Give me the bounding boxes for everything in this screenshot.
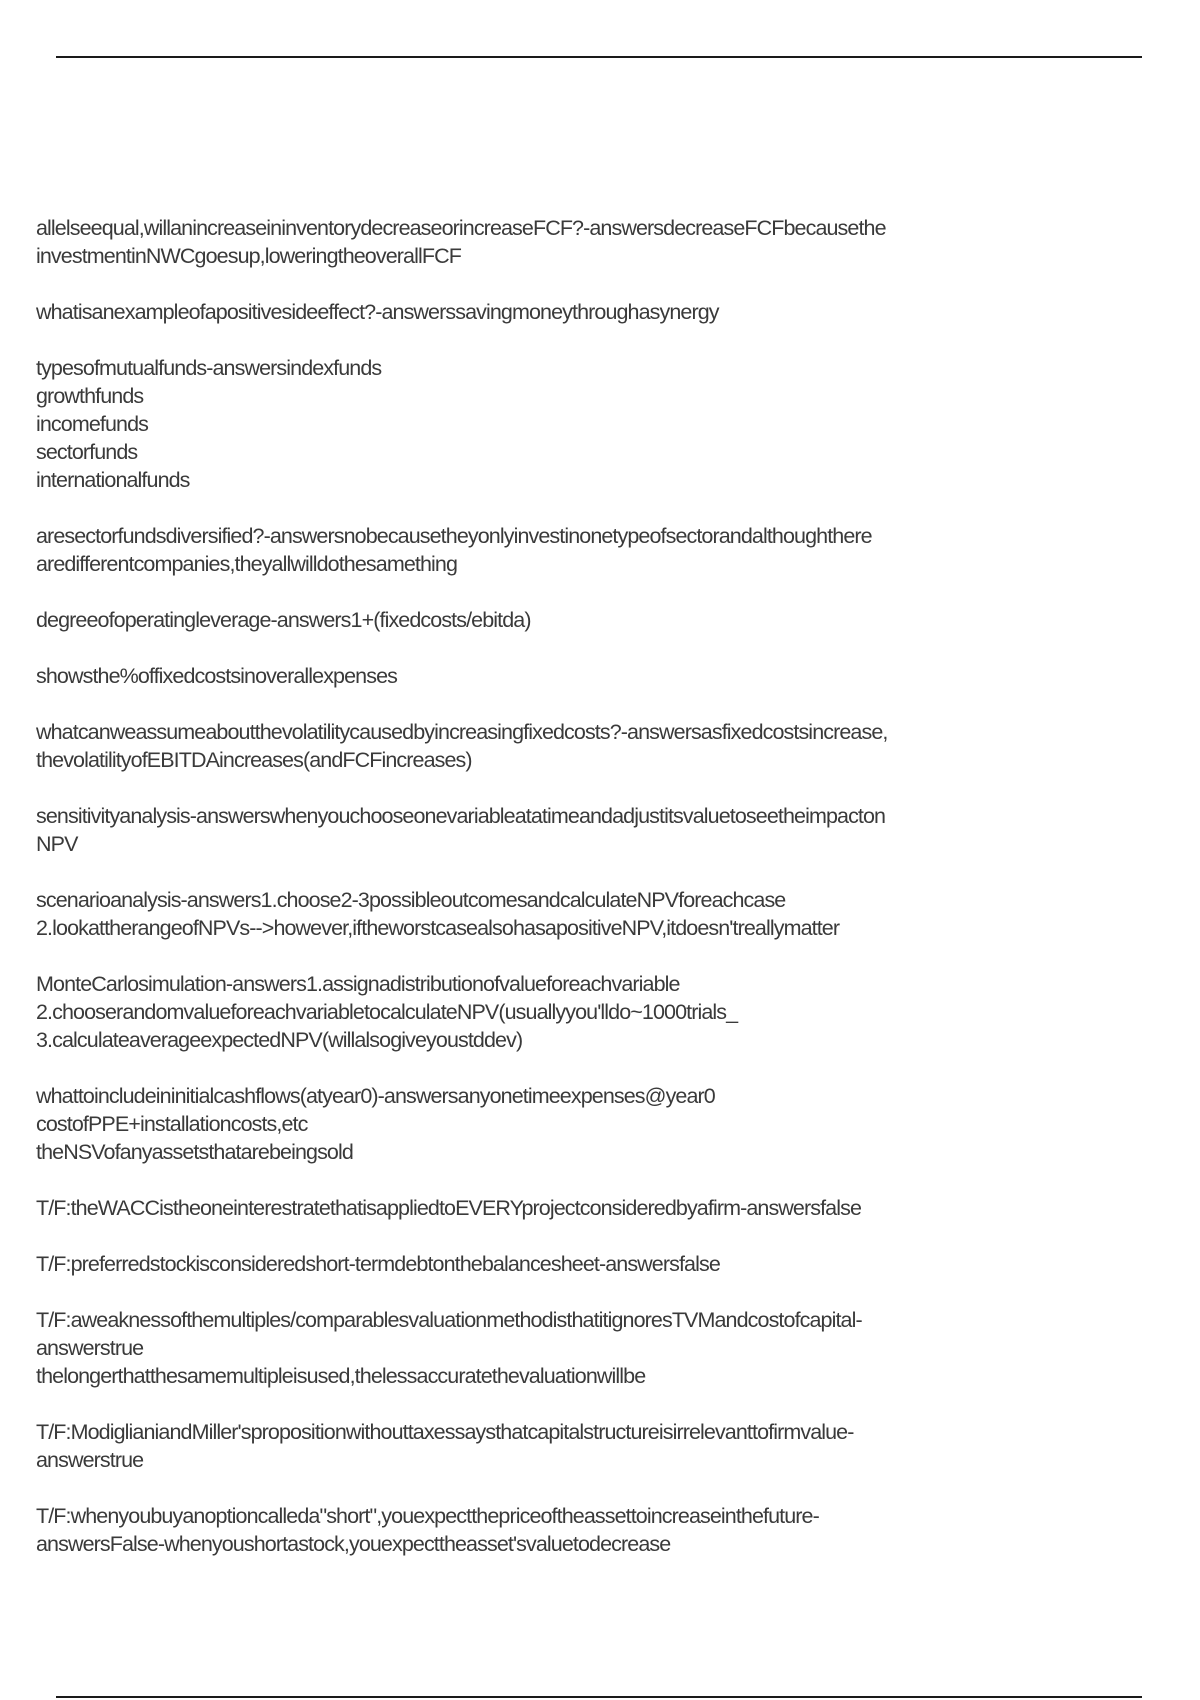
qa-entry (36, 1194, 1156, 1222)
qa-entry (36, 1306, 1156, 1390)
text-line: growthfunds (36, 384, 144, 408)
text-line: whatisanexampleofapositivesideeffect?-answerssavingmoneythroughasynergy (36, 300, 719, 324)
text-line: sectorfunds (36, 440, 138, 464)
text-line: 2.lookattherangeofNPVs-->however,iftheworstcasealsohasapositiveNPV,itdoesn'treallymatter (36, 916, 840, 940)
qa-entry (36, 970, 1156, 1054)
text-line: aredifferentcompanies,theyallwilldothesamething (36, 552, 458, 576)
text-line: T/F:preferredstockisconsideredshort-termdebtonthebalancesheet-answersfalse (36, 1252, 720, 1276)
text-line: thelongerthatthesamemultipleisused,thelessaccuratethevaluationwillbe (36, 1364, 646, 1388)
text-line: investmentinNWCgoesup,loweringtheoverallFCF (36, 244, 461, 268)
text-line: costofPPE+installationcosts,etc (36, 1112, 308, 1136)
text-line: 2.chooserandomvalueforeachvariabletocalculateNPV(usuallyyou'lldo~1000trials_ (36, 1000, 738, 1024)
qa-entry (36, 1418, 1156, 1474)
qa-entry (36, 522, 1156, 578)
qa-entry (36, 1502, 1156, 1558)
text-line: MonteCarlosimulation-answers1.assignadistributionofvalueforeachvariable (36, 972, 680, 996)
text-line: thevolatilityofEBITDAincreases(andFCFincreases) (36, 748, 472, 772)
text-line: internationalfunds (36, 468, 190, 492)
qa-entry (36, 214, 1156, 270)
qa-entry (36, 298, 1156, 326)
text-line: 3.calculateaverageexpectedNPV(willalsogiveyoustddev) (36, 1028, 523, 1052)
qa-entry (36, 1250, 1156, 1278)
text-line: T/F:aweaknessofthemultiples/comparablesvaluationmethodisthatitignoresTVMandcostofcapital- (36, 1308, 862, 1332)
text-line: answerstrue (36, 1336, 144, 1360)
text-line: allelseequal,willanincreaseininventorydecreaseorincreaseFCF?-answersdecreaseFCFbecausethe (36, 216, 886, 240)
text-line: aresectorfundsdiversified?-answersnobecausetheyonlyinvestinonetypeofsectorandalthoughthere (36, 524, 872, 548)
bottom-rule (56, 1696, 1142, 1698)
text-line: incomefunds (36, 412, 149, 436)
text-line: typesofmutualfunds-answersindexfunds (36, 356, 382, 380)
text-line: sensitivityanalysis-answerswhenyouchooseonevariableatatimeandadjustitsvaluetoseetheimpacton (36, 804, 886, 828)
text-line: T/F:theWACCistheoneinterestratethatisappliedtoEVERYprojectconsideredbyafirm-answersfalse (36, 1196, 862, 1220)
top-rule (56, 56, 1142, 58)
qa-entry (36, 802, 1156, 858)
document-body (36, 214, 1156, 1586)
text-line: T/F:whenyoubuyanoptioncalleda"short",youexpectthepriceoftheassettoincreaseinthefuture- (36, 1504, 819, 1528)
text-line: degreeofoperatingleverage-answers1+(fixedcosts/ebitda) (36, 608, 531, 632)
text-line: showsthe%offixedcostsinoverallexpenses (36, 664, 397, 688)
qa-entry (36, 662, 1156, 690)
qa-entry (36, 354, 1156, 494)
text-line: NPV (36, 832, 78, 856)
text-line: answersFalse-whenyoushortastock,youexpecttheasset'svaluetodecrease (36, 1532, 671, 1556)
text-line: whattoincludeininitialcashflows(atyear0)-answersanyonetimeexpenses@year0 (36, 1084, 715, 1108)
text-line: whatcanweassumeaboutthevolatilitycausedbyincreasingfixedcosts?-answersasfixedcostsincrease, (36, 720, 888, 744)
text-line: T/F:ModiglianiandMiller'spropositionwithouttaxessaysthatcapitalstructureisirrelevanttofirmvalue- (36, 1420, 854, 1444)
qa-entry (36, 886, 1156, 942)
qa-entry (36, 718, 1156, 774)
qa-entry (36, 1082, 1156, 1166)
text-line: scenarioanalysis-answers1.choose2-3possibleoutcomesandcalculateNPVforeachcase (36, 888, 786, 912)
text-line: answerstrue (36, 1448, 144, 1472)
qa-entry (36, 606, 1156, 634)
text-line: theNSVofanyassetsthatarebeingsold (36, 1140, 353, 1164)
